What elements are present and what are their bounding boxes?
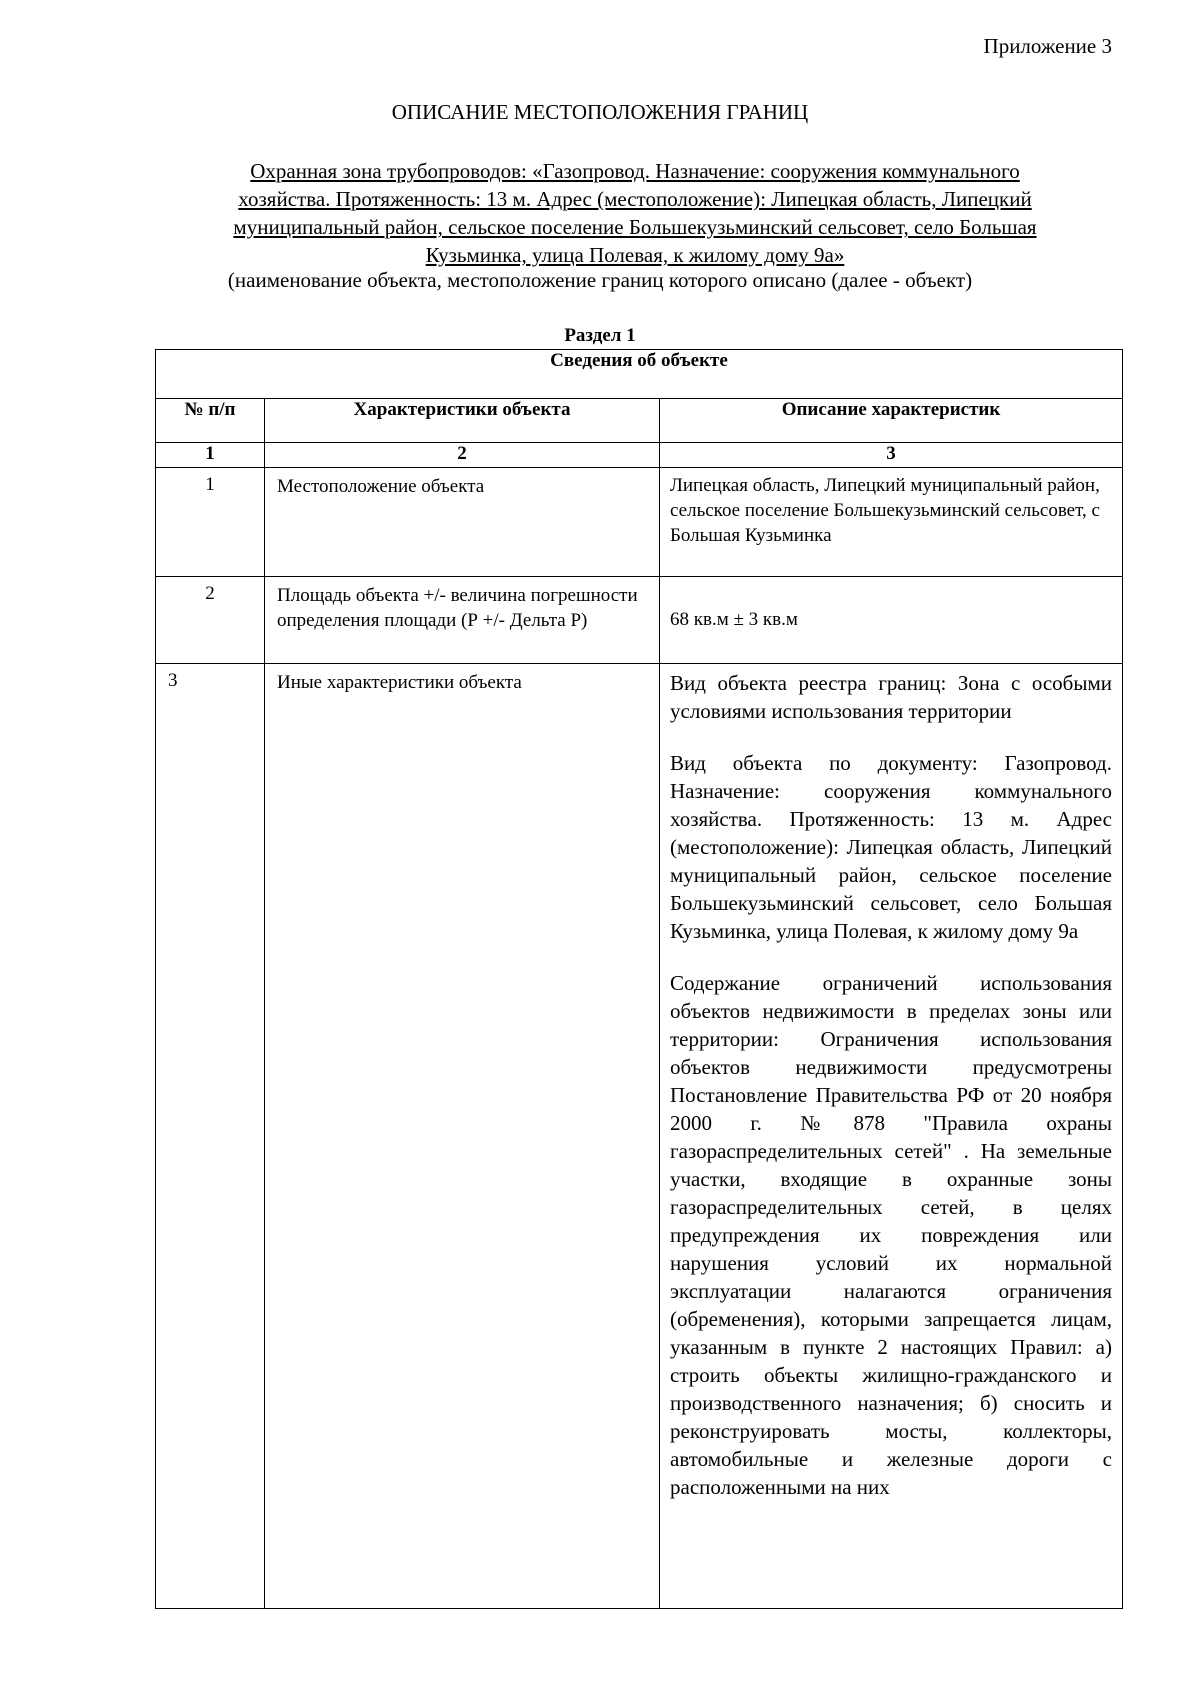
table-header-row <box>156 399 1123 443</box>
description-paragraph: Вид объекта по документу: Газопровод. Назначение: сооружения коммунального хозяйства. Протяженность: 13 м. Адрес (местоположение): Липецкая область, Липецкий муниципальный район, сельское поселение Большекузьминский сельсовет, село Большая Кузьминка, улица Полевая, к жилому дому 9а <box>670 751 1112 943</box>
table-caption-row <box>156 350 1123 399</box>
row-number: 1 <box>156 468 265 577</box>
row-characteristic: Площадь объекта +/- величина погрешности определения площади (Р +/- Дельта Р) <box>265 577 660 664</box>
column-header-characteristic: Характеристики объекта <box>265 399 660 443</box>
row-description <box>660 664 1123 1609</box>
table-caption: Сведения об объекте <box>156 350 1123 399</box>
row-characteristic: Местоположение объекта <box>265 468 660 577</box>
object-name-line: Охранная зона трубопроводов: «Газопровод. Назначение: сооружения коммунального <box>250 159 1020 183</box>
row-characteristic: Иные характеристики объекта <box>265 664 660 1609</box>
object-name-line: муниципальный район, сельское поселение Большекузьминский сельсовет, село Большая <box>233 215 1037 239</box>
appendix-label: Приложение 3 <box>983 34 1112 58</box>
section-title: Раздел 1 <box>564 325 636 346</box>
object-info-table <box>155 349 1123 1609</box>
description-paragraph: Содержание ограничений использования объектов недвижимости в пределах зоны или территории: Ограничения использования объектов недвижимости предусмотрены Постановление Правительства РФ от 20 ноября 2000 г. №878 "Правила охраны газораспределительных сетей" . На земельные участки, входящие в охранные зоны газораспределительных сетей, в целях предупреждения их повреждения или нарушения условий их нормальной эксплуатации налагаются ограничения (обременения), которыми запрещается лицам, указанным в пункте 2 настоящих Правил: а) строить объекты жилищно-гражданского и производственного назначения; б) сносить и реконструировать мосты, коллекторы, автомобильные и железные дороги с расположенными на них <box>670 971 1112 1499</box>
column-number: 2 <box>265 443 660 468</box>
column-number: 3 <box>660 443 1123 468</box>
row-description: 68 кв.м ± 3 кв.м <box>660 577 1123 664</box>
column-number: 1 <box>156 443 265 468</box>
column-header-number: № п/п <box>156 399 265 443</box>
object-name-line: Кузьминка, улица Полевая, к жилому дому 9а» <box>425 243 845 267</box>
column-header-description: Описание характеристик <box>660 399 1123 443</box>
row-number: 3 <box>156 664 265 1609</box>
table-row <box>156 664 1123 1609</box>
row-number: 2 <box>156 577 265 664</box>
table-row <box>156 577 1123 664</box>
object-name-line: хозяйства. Протяженность: 13 м. Адрес (местоположение): Липецкая область, Липецкий <box>238 187 1032 211</box>
object-name <box>165 157 1105 269</box>
table-row <box>156 468 1123 577</box>
row-description: Липецкая область, Липецкий муниципальный район, сельское поселение Большекузьминский сельсовет, с Большая Кузьминка <box>660 468 1123 577</box>
column-number-row <box>156 443 1123 468</box>
document-title: ОПИСАНИЕ МЕСТОПОЛОЖЕНИЯ ГРАНИЦ <box>391 100 809 124</box>
object-caption: (наименование объекта, местоположение границ которого описано (далее - объект) <box>227 268 973 292</box>
description-paragraph: Вид объекта реестра границ: Зона с особыми условиями использования территории <box>670 671 1112 723</box>
